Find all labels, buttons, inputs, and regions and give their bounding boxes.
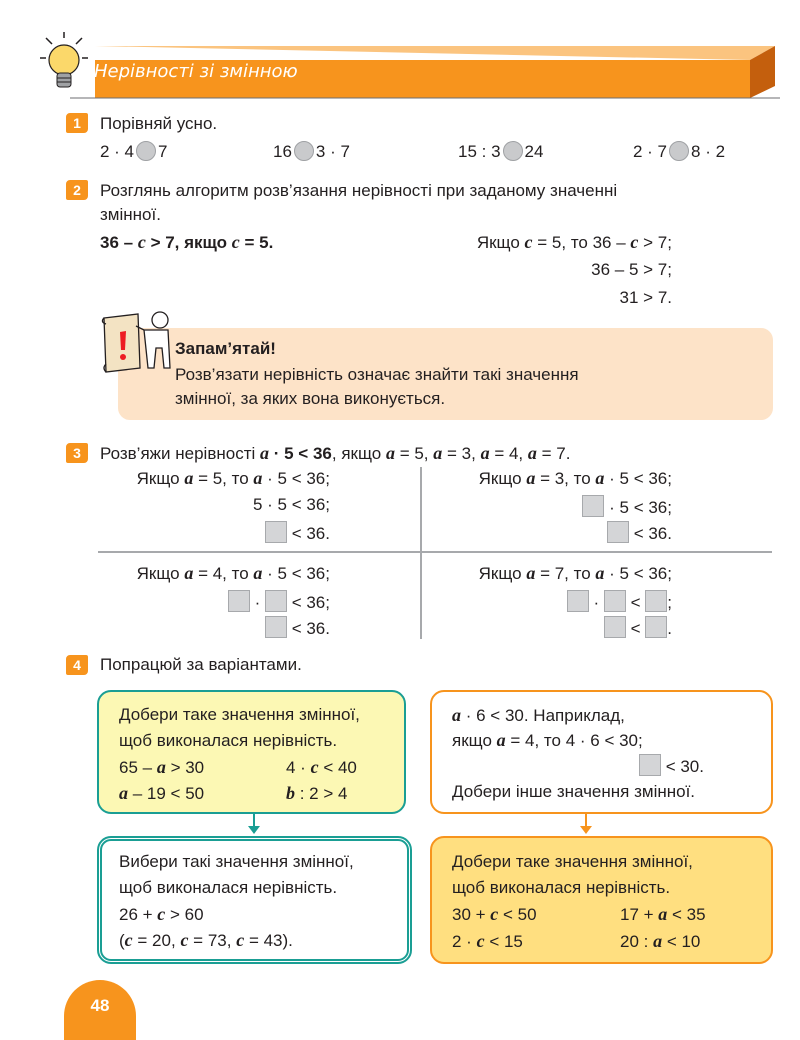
remember-title: Запам’ятай! (175, 339, 276, 358)
remember-text: змінної, за яких вона виконується. (175, 389, 446, 408)
box-expression: 4 · c < 40 (286, 757, 357, 777)
box-text: Вибери такі значення змінної, (119, 852, 354, 871)
compare-circle[interactable] (294, 141, 314, 161)
box-expression: 26 + c > 60 (119, 904, 204, 924)
table-cell-line: · < 36; (98, 590, 330, 613)
box-text: < 30. (452, 754, 704, 777)
task-prompt: Попрацюй за варіантами. (100, 655, 302, 674)
solution-step: Якщо c = 5, то 36 – c > 7; (476, 232, 672, 252)
solution-step: 36 – 5 > 7; (591, 260, 672, 279)
answer-box[interactable] (265, 616, 287, 638)
compare-circle[interactable] (669, 141, 689, 161)
task-prompt: Розв’яжи нерівності a · 5 < 36, якщо a = 5, a = 3, a = 4, a = 7. (100, 443, 571, 463)
box-text: щоб виконалася нерівність. (119, 731, 338, 750)
box-text: Добери інше значення змінної. (452, 782, 696, 801)
compare-item: 2 · 4 7 (100, 142, 168, 161)
table-cell-line: < . (430, 616, 672, 639)
answer-box[interactable] (228, 590, 250, 612)
example-inequality: 36 – c > 7, якщо c = 5. (100, 232, 274, 252)
box-expression: 17 + a < 35 (620, 904, 706, 924)
table-cell-line: Якщо a = 5, то a · 5 < 36; (136, 468, 330, 488)
table-cell-line: Якщо a = 4, то a · 5 < 36; (136, 563, 330, 583)
table-cell-line: Якщо a = 3, то a · 5 < 36; (478, 468, 672, 488)
task-prompt: Розглянь алгоритм розв’язання нерівності при заданому значенні (100, 181, 618, 200)
task-prompt: змінної. (100, 205, 161, 224)
answer-box[interactable] (265, 590, 287, 612)
answer-box[interactable] (604, 590, 626, 612)
task-number: 2 (66, 180, 88, 200)
table-cell-line: < 36. (98, 616, 330, 639)
answer-box[interactable] (639, 754, 661, 776)
box-text: якщо a = 4, то 4 · 6 < 30; (452, 730, 643, 750)
table-cell-line: 5 · 5 < 36; (252, 495, 330, 514)
compare-item: 15 : 3 24 (458, 142, 544, 161)
task-number: 1 (66, 113, 88, 133)
box-text: a · 6 < 30. Наприклад, (452, 705, 625, 725)
box-text: щоб виконалася нерівність. (119, 878, 338, 897)
box-expression: 20 : a < 10 (620, 931, 701, 951)
table-cell-line: · < ; (430, 590, 672, 613)
box-expression: (c = 20, c = 73, c = 43). (119, 930, 293, 950)
page-title: Нерівності зі змінною (94, 61, 298, 82)
header-banner (60, 46, 790, 106)
answer-box[interactable] (645, 616, 667, 638)
box-expression: 65 – a > 30 (119, 757, 205, 777)
page-number: 48 (90, 996, 110, 1015)
compare-item: 16 3 · 7 (273, 142, 350, 161)
box-text: Добери таке значення змінної, (452, 852, 693, 871)
box-expression: 2 · c < 15 (452, 931, 523, 951)
table-divider-vertical (420, 467, 422, 639)
table-cell-line: Якщо a = 7, то a · 5 < 36; (478, 563, 672, 583)
box-expression: 30 + c < 50 (452, 904, 537, 924)
answer-box[interactable] (567, 590, 589, 612)
answer-box[interactable] (582, 495, 604, 517)
task-number: 4 (66, 655, 88, 675)
task-number: 3 (66, 443, 88, 463)
compare-item: 2 · 7 8 · 2 (633, 142, 726, 161)
table-divider-horizontal (98, 551, 772, 553)
compare-circle[interactable] (136, 141, 156, 161)
answer-box[interactable] (645, 590, 667, 612)
compare-circle[interactable] (503, 141, 523, 161)
solution-step: 31 > 7. (619, 288, 672, 307)
lightbulb-icon (40, 32, 88, 105)
task-prompt: Порівняй усно. (100, 114, 218, 133)
answer-box[interactable] (265, 521, 287, 543)
table-cell-line: < 36. (430, 521, 672, 544)
remember-text: Розв’язати нерівність означає знайти такі значення (175, 365, 579, 384)
box-text: щоб виконалася нерівність. (452, 878, 671, 897)
box-expression: a – 19 < 50 (119, 783, 205, 803)
box-expression: b : 2 > 4 (286, 783, 348, 803)
answer-box[interactable] (607, 521, 629, 543)
table-cell-line: · 5 < 36; (430, 495, 672, 518)
box-text: Добери таке значення змінної, (119, 705, 360, 724)
table-cell-line: < 36. (98, 521, 330, 544)
answer-box[interactable] (604, 616, 626, 638)
